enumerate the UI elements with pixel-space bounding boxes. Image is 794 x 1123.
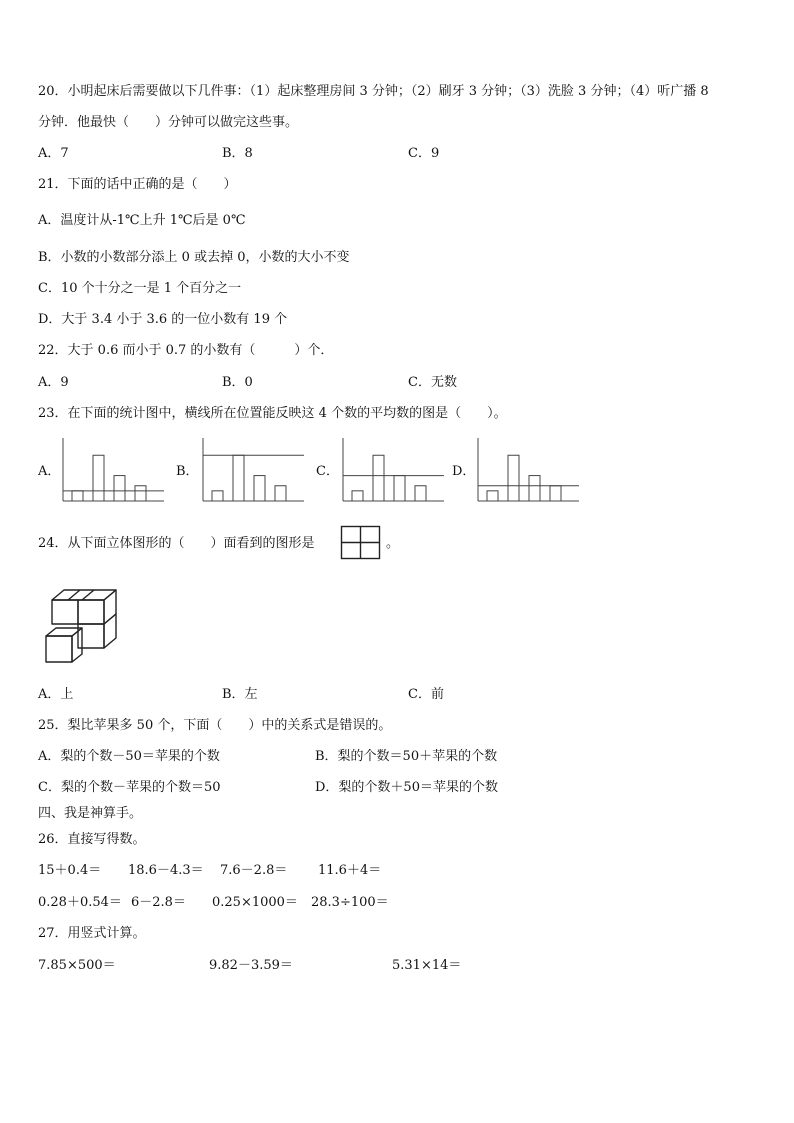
bar-3 (254, 476, 265, 501)
q21-option-c: C．10 个十分之一是 1 个百分之一 (38, 281, 242, 296)
q23-chart-d (477, 438, 581, 504)
q26-r1-item4: 11.6＋4＝ (318, 863, 382, 878)
q25-option-a: A．梨的个数－50＝苹果的个数 (38, 749, 220, 764)
q27-item3: 5.31×14＝ (392, 958, 462, 973)
q21-option-b: B．小数的小数部分添上 0 或去掉 0，小数的大小不变 (38, 250, 350, 265)
q26-r2-item2: 6－2.8＝ (131, 895, 186, 910)
q23-label-d: D． (452, 464, 476, 479)
q21-stem: 21．下面的话中正确的是（ ） (38, 177, 237, 192)
bar-1 (212, 491, 223, 501)
bar-4 (415, 486, 426, 501)
q26-r2-item3: 0.25×1000＝ (212, 895, 298, 910)
q22-option-c: C．无数 (408, 375, 457, 390)
bar-3 (529, 476, 540, 501)
q25-option-d: D．梨的个数＋50＝苹果的个数 (315, 780, 498, 795)
q26-r1-item1: 15＋0.4＝ (38, 863, 102, 878)
bar-2 (93, 455, 104, 501)
q24-view-figure (341, 526, 381, 560)
q27-item1: 7.85×500＝ (38, 958, 116, 973)
bar-4 (275, 486, 286, 501)
q25-option-c: C．梨的个数－苹果的个数＝50 (38, 780, 221, 795)
q23-chart-c (342, 438, 446, 504)
q20-line2: 分钟．他最快（ ）分钟可以做完这些事。 (38, 115, 299, 130)
q20-option-a: A．7 (38, 146, 69, 161)
q27-stem: 27．用竖式计算。 (38, 926, 146, 941)
q23-chart-b (202, 438, 306, 504)
q23-chart-a (62, 438, 166, 504)
bar-2 (508, 455, 519, 501)
bar-4 (135, 486, 146, 501)
q22-option-a: A．9 (38, 375, 69, 390)
q24-option-c: C．前 (408, 687, 444, 702)
q24-option-a: A．上 (38, 687, 74, 702)
bar-3 (114, 476, 125, 501)
q22-stem: 22．大于 0.6 而小于 0.7 的小数有（ ）个． (38, 343, 334, 358)
q20-line1: 20．小明起床后需要做以下几件事：（1）起床整理房间 3 分钟；（2）刷牙 3 分钟；（3）洗脸 3 分钟；（4）听广播 8 (38, 84, 709, 99)
q20-option-b: B．8 (222, 146, 253, 161)
q22-option-b: B．0 (222, 375, 253, 390)
q27-item2: 9.82－3.59＝ (209, 958, 293, 973)
q26-r1-item2: 18.6－4.3＝ (128, 863, 204, 878)
q23-stem: 23．在下面的统计图中，横线所在位置能反映这 4 个数的平均数的图是（ ）。 (38, 406, 507, 421)
q24-stem-end: 。 (386, 536, 400, 551)
q23-label-c: C． (316, 464, 339, 479)
section-4-title: 四、我是神算手。 (38, 806, 143, 821)
q26-stem: 26．直接写得数。 (38, 832, 146, 847)
bar-3 (394, 476, 405, 501)
bar-4 (550, 486, 561, 501)
q25-option-b: B．梨的个数＝50＋苹果的个数 (315, 749, 498, 764)
q21-option-d: D．大于 3.4 小于 3.6 的一位小数有 19 个 (38, 312, 288, 327)
bar-1 (72, 491, 83, 501)
q24-stem: 24．从下面立体图形的（ ）面看到的图形是 (38, 536, 315, 551)
q24-cube-figure (42, 588, 124, 664)
q21-option-a: A．温度计从-1℃上升 1℃后是 0℃ (38, 213, 246, 228)
q25-stem: 25．梨比苹果多 50 个，下面（ ）中的关系式是错误的。 (38, 718, 392, 733)
bar-2 (373, 455, 384, 501)
q23-label-b: B． (176, 464, 199, 479)
q26-r2-item4: 28.3÷100＝ (311, 895, 389, 910)
bar-1 (352, 491, 363, 501)
q26-r1-item3: 7.6－2.8＝ (220, 863, 288, 878)
bar-2 (233, 455, 244, 501)
bar-1 (487, 491, 498, 501)
q23-label-a: A． (38, 464, 61, 479)
q20-option-c: C．9 (408, 146, 440, 161)
q26-r2-item1: 0.28＋0.54＝ (38, 895, 122, 910)
q24-option-b: B．左 (222, 687, 258, 702)
